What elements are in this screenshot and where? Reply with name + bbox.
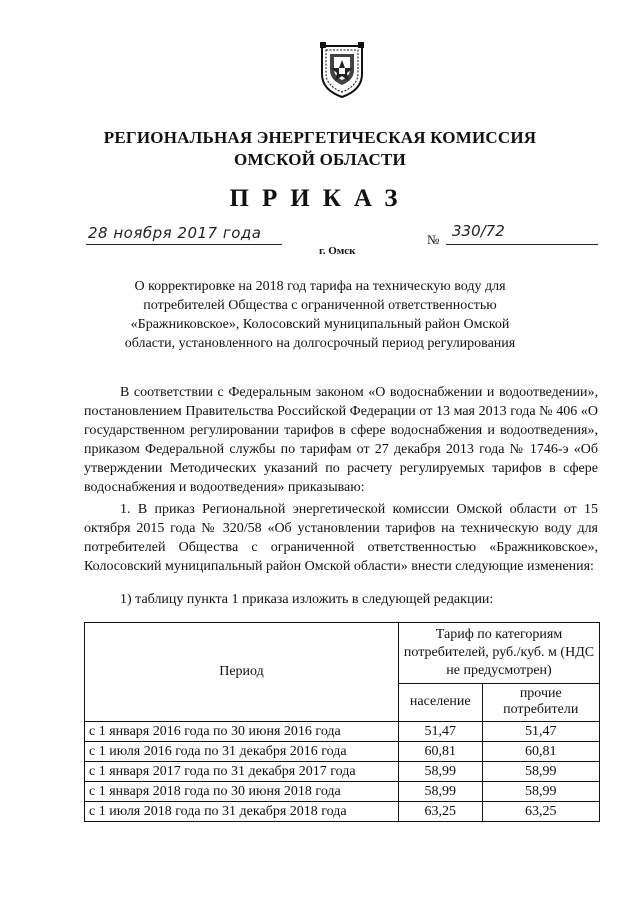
row-population-value: 63,25 xyxy=(399,802,483,822)
handwritten-date: 28 ноября 2017 года xyxy=(88,224,262,242)
row-other-value: 58,99 xyxy=(482,762,599,782)
coat-of-arms-icon xyxy=(316,40,368,100)
row-period: с 1 июля 2016 года по 31 декабря 2016 года xyxy=(85,742,399,762)
row-other-value: 58,99 xyxy=(482,782,599,802)
row-other-value: 51,47 xyxy=(482,722,599,742)
preamble-paragraph: В соответствии с Федеральным законом «О водоснабжении и водоотведении», постановлением Правительства Российской Федерации от 13 мая 2013 года № 406 «О государственном регулировании тарифов в сфере водоснабжения и водоотведения», приказом Федеральной службы по тарифам от 27 декабря 2013 года № 1746-э «Об утверждении Методических указаний по расчету регулируемых тарифов в сфере водоснабжения и водоотведения» приказываю: xyxy=(84,385,598,495)
table-row xyxy=(85,742,600,762)
header-tariff-group: Тариф по категориям потребителей, руб./куб. м (НДС не предусмотрен) xyxy=(399,623,600,684)
tariff-table xyxy=(84,622,600,822)
row-population-value: 51,47 xyxy=(399,722,483,742)
number-label: № xyxy=(427,232,440,247)
row-population-value: 60,81 xyxy=(399,742,483,762)
row-other-value: 63,25 xyxy=(482,802,599,822)
row-period: с 1 января 2017 года по 31 декабря 2017 года xyxy=(85,762,399,782)
document-type-title: ПРИКАЗ xyxy=(229,185,411,212)
table-row xyxy=(85,782,600,802)
header-period: Период xyxy=(85,623,399,722)
table-row xyxy=(85,722,600,742)
handwritten-number: 330/72 xyxy=(452,222,505,240)
row-period: с 1 января 2018 года по 30 июня 2018 года xyxy=(85,782,399,802)
header-population: население xyxy=(399,683,483,721)
clause-1-subitem: 1) таблицу пункта 1 приказа изложить в следующей редакции: xyxy=(120,592,494,607)
organization-name-line2: ОМСКОЙ ОБЛАСТИ xyxy=(234,150,406,169)
city-label: г. Омск xyxy=(319,245,356,257)
row-period: с 1 января 2016 года по 30 июня 2016 года xyxy=(85,722,399,742)
row-period: с 1 июля 2018 года по 31 декабря 2018 года xyxy=(85,802,399,822)
table-row xyxy=(85,762,600,782)
header-other-consumers: прочие потребители xyxy=(482,683,599,721)
clause-1-paragraph: 1. В приказ Региональной энергетической комиссии Омской области от 15 октября 2015 года № 320/58 «Об установлении тарифов на техническую воду для потребителей Общества с ограниченной ответственностью «Бражниковское», Колосовский муниципальный район Омской области» внести следующие изменения: xyxy=(84,502,598,574)
order-subject: О корректировке на 2018 год тарифа на техническую воду для потребителей Общества с ограниченной ответственностью «Бражниковское», Колосовский муниципальный район Омской области, установленного на долгосрочный период регулирования xyxy=(124,279,516,351)
table-row xyxy=(85,802,600,822)
number-underline xyxy=(446,244,598,245)
row-population-value: 58,99 xyxy=(399,762,483,782)
row-population-value: 58,99 xyxy=(399,782,483,802)
row-other-value: 60,81 xyxy=(482,742,599,762)
organization-name-line1: РЕГИОНАЛЬНАЯ ЭНЕРГЕТИЧЕСКАЯ КОМИССИЯ xyxy=(103,128,537,147)
date-underline xyxy=(86,244,282,245)
